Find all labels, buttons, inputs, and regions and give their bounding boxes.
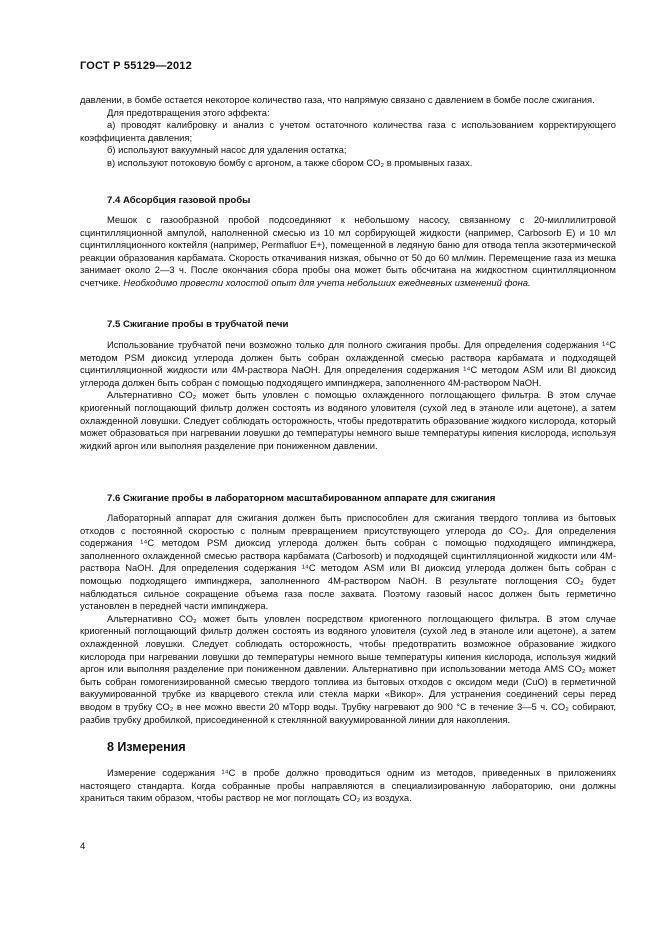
- section-7-4-text: [80, 214, 616, 290]
- section-heading-7-6: 7.6 Сжигание пробы в лабораторном масштабированном аппарате для сжигания: [107, 493, 496, 504]
- paragraph: Альтернативно CO₂ может быть уловлен с помощью охлажденного поглощающего фильтра. В этом случае криогенный поглощающий фильтр должен состоять из водяного уловителя (сухой лед в этаноле или ацетоне), а затем охлажденной ловушки. Следует соблюдать осторожность, чтобы предотвратить образование жидкого кислорода, который может образоваться при нагревании ловушки до температуры немного выше температуры кипения кислорода, используя жидкий аргон или выполняя разделение при пониженном давлении.: [80, 389, 616, 451]
- document-header: ГОСТ Р 55129—2012: [80, 60, 192, 72]
- italic-note: Необходимо провести холостой опыт для учета небольших ежедневных изменений фона.: [123, 276, 531, 288]
- section-heading-7-5: 7.5 Сжигание пробы в трубчатой печи: [107, 319, 289, 330]
- paragraph: Лабораторный аппарат для сжигания должен быть приспособлен для сжигания твердого топлива из бытовых отходов с постоянной скоростью с полным превращением присутствующего углерода до CO₂. Для определения содержания ¹⁴C методом PSM диоксид углерода должен быть собран с помощью подходящего импинджера, заполненного охлажденной смесью раствора карбамата (Carbosorb) и подходящей сцинтилляционной жидкости или 4М-раствора NaOH. Для определения содержания ¹⁴C методом ASM или BI диоксид углерода должен быть собран с помощью подходящего импинджера, заполненного 4М-раствором NaOH. В результате поглощения CO₂ будет наблюдаться сильное сокращение объема газа после захвата. Поэтому газовый насос должен быть герметично установлен в передней части импинджера.: [80, 512, 616, 612]
- paragraph: Для предотвращения этого эффекта:: [107, 106, 270, 118]
- section-8-text: Измерение содержания ¹⁴C в пробе должно проводиться одним из методов, приведенных в приложениях настоящего стандарта. Когда собранные пробы направляются в специализированную лабораторию, они должны храниться таким образом, чтобы раствор не мог поглощать CO₂ из воздуха.: [80, 767, 616, 804]
- paragraph: Альтернативно CO₂ может быть уловлен посредством криогенного поглощающего фильтра. В этом случае криогенный поглощающий фильтр должен состоять из водяного уловителя (сухой лед в этаноле или ацетоне), а затем охлажденной ловушки. Следует соблюдать осторожность, чтобы предотвратить возможное образование жидкого кислорода при нагревании ловушки до температуры немного выше температуры кипения кислорода, используя жидкий аргон или выполняя разделение при пониженном давлении. Альтернативно при использовании метода AMS CO₂ может быть собран гомогенизированной смесью твердого топлива из бытовых отходов с оксидом меди (CuO) в герметичной вакуумированной трубке из кварцевого стекла или стекла марки «Викор». Для устранения соединений серы перед вводом в трубку CO₂ в нее можно ввести 20 мТорр воды. Трубку нагревают до 900 °C в течение 3—5 ч. CO₂ собирают, разбив трубку дробилкой, присоединенной к стеклянной вакуумированной линии для накопления.: [80, 612, 616, 725]
- section-7-5-text: [80, 339, 616, 452]
- page-number: 4: [80, 841, 86, 852]
- paragraph: Использование трубчатой печи возможно только для полного сжигания пробы. Для определения содержания ¹⁴C методом PSM диоксид углерода должен быть собран охлажденной смесью раствора карбамата и подходящей сцинтилляционной жидкости или 4М-раствора NaOH. Для определения содержания ¹⁴C методом ASM или BI диоксид углерода должен быть собран с помощью подходящего импинджера, заполненного 4М-раствором NaOH.: [80, 339, 616, 388]
- list-item: а) проводят калибровку и анализ с учетом остаточного количества газа с использованием корректирующего коэффициента давления;: [80, 119, 616, 143]
- section-heading-8: 8 Измерения: [107, 740, 186, 754]
- list-item: б) используют вакуумный насос для удаления остатка;: [107, 144, 347, 156]
- paragraph: Мешок с газообразной пробой подсоединяют к небольшому насосу, связанному с 20-миллилитровой сцинтилляционной ампулой, наполненной смесью из 10 мл сорбирующей жидкости (например, Carbosorb E) и 10 мл сцинтилляционного коктейля (например, Permafluor E+), помещенной в ледяную баню для отвода тепла экзотермической реакции образования карбамата. Скорость откачивания низкая, обычно от 50 до 60 мл/мин. Перемещение газа из мешка занимает около 2—3 ч. После окончания сбора пробы она может быть обсчитана на жидкостном сцинтилляционном счетчике.: [80, 214, 616, 288]
- list-item: в) используют потоковую бомбу с аргоном, а также сбором CO₂ в промывных газах.: [107, 156, 473, 168]
- section-heading-7-4: 7.4 Абсорбция газовой пробы: [107, 195, 251, 206]
- intro-block: [80, 94, 616, 170]
- section-7-6-text: [80, 512, 616, 726]
- paragraph: давлении, в бомбе остается некоторое количество газа, что напрямую связано с давлением в бомбе после сжигания.: [80, 94, 595, 105]
